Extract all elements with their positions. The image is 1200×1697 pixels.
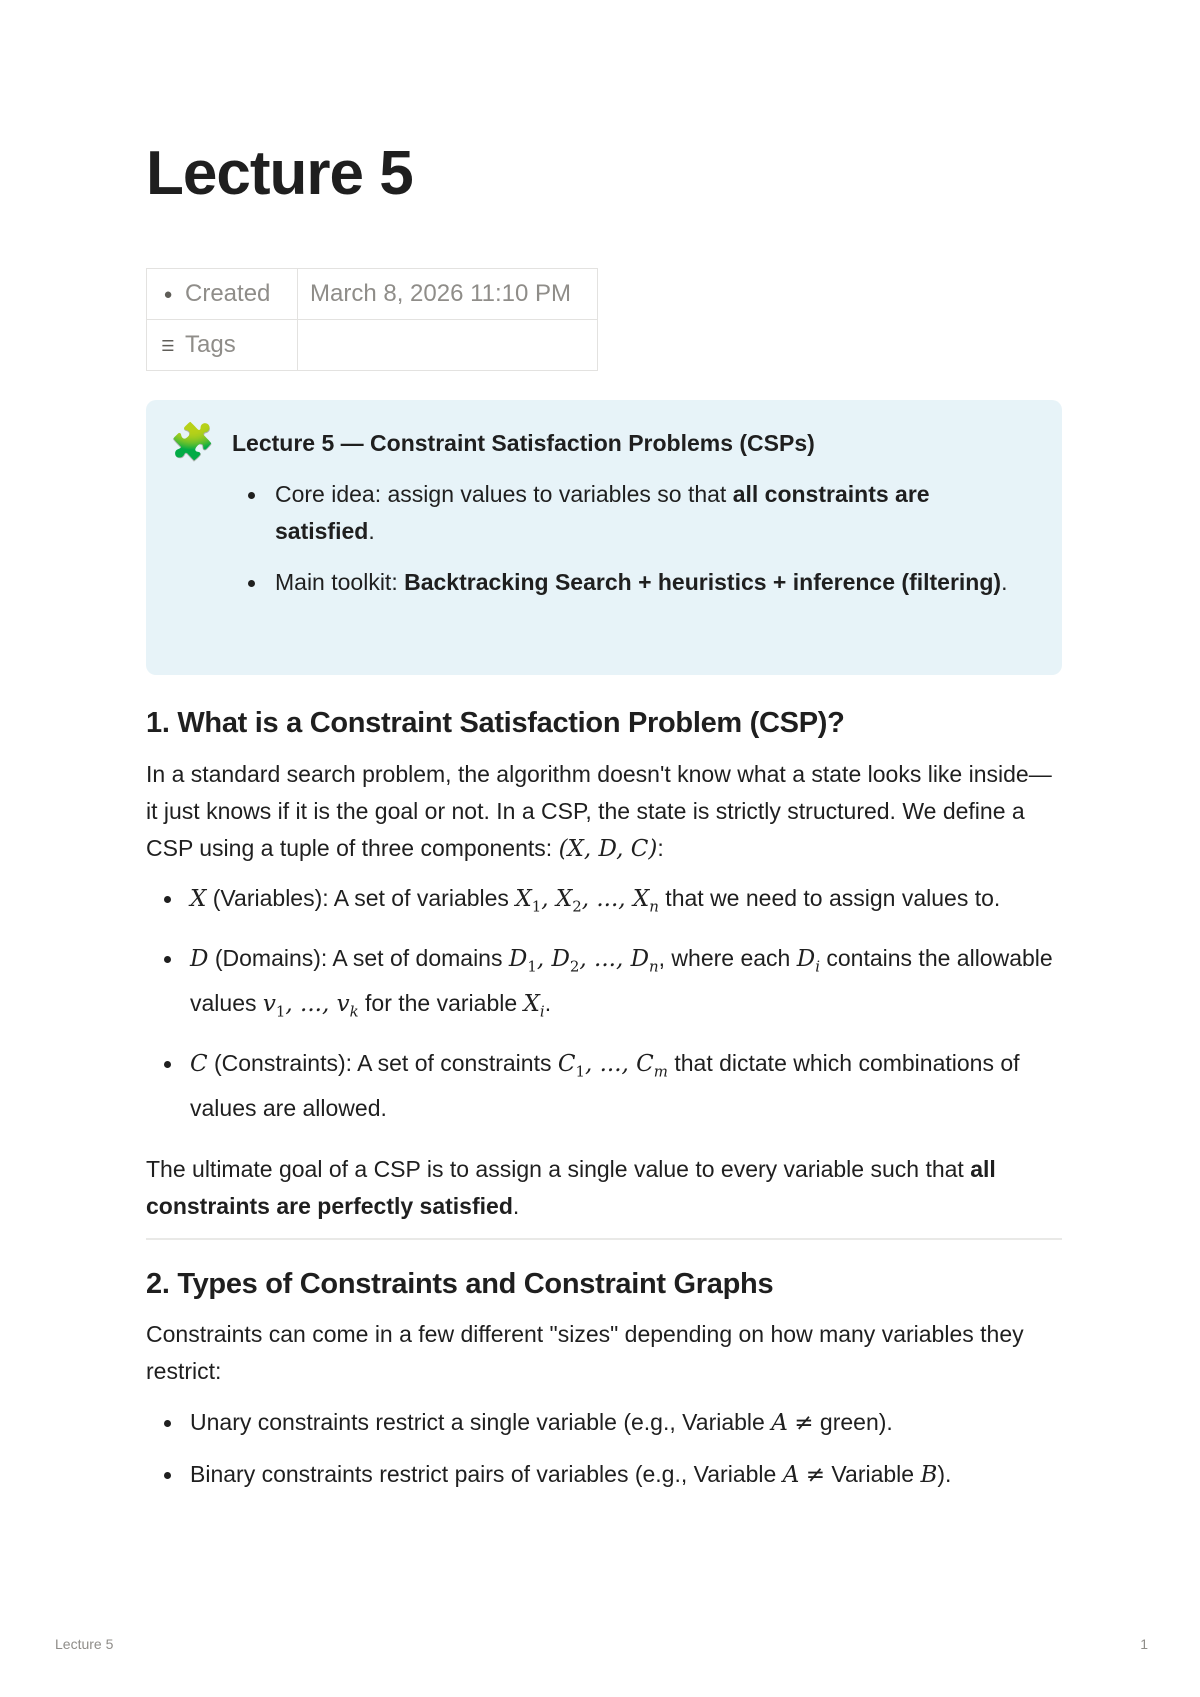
properties-table xyxy=(146,268,598,371)
list-icon: ☰ xyxy=(161,337,175,355)
list-item: Main toolkit: Backtracking Search + heuristics + inference (filtering). xyxy=(275,564,1035,601)
summary-callout xyxy=(146,400,1062,675)
page-number: 1 xyxy=(1140,1636,1148,1652)
paragraph: In a standard search problem, the algorithm doesn't know what a state looks like inside—it just knows if it is the goal or not. In a CSP, the state is strictly structured. We define a CSP using a tuple of three components: (X, D, C): xyxy=(146,761,1052,862)
list-item: C (Constraints): A set of constraints $C_1$, ..., $C_m$ that dictate which combinations of values are allowed. xyxy=(190,1045,1062,1128)
paragraph: The ultimate goal of a CSP is to assign a single value to every variable such that all constraints are perfectly satisfied. xyxy=(146,1156,996,1219)
list-item: Binary constraints restrict pairs of variables (e.g., Variable A ≠ Variable B). xyxy=(190,1456,1062,1494)
property-value[interactable] xyxy=(298,320,598,371)
callout-list xyxy=(275,476,1035,615)
property-label: Created xyxy=(185,280,271,307)
property-tags xyxy=(147,320,598,371)
section-heading: 1. What is a Constraint Satisfaction Problem (CSP)? xyxy=(146,707,845,739)
puzzle-icon: 🧩 xyxy=(170,421,215,462)
property-created xyxy=(147,269,598,320)
section-heading: 2. Types of Constraints and Constraint Graphs xyxy=(146,1268,774,1300)
callout-heading: Lecture 5 — Constraint Satisfaction Problems (CSPs) xyxy=(232,430,815,456)
clock-icon: ● xyxy=(163,286,173,304)
list-item: D (Domains): A set of domains $D_1$, $D_2$, ..., $D_n$, where each $D_i$ contains the allowable values $v_1$, ..., $v_k$ for the variable $X_i$. xyxy=(190,940,1062,1031)
property-label: Tags xyxy=(185,331,236,358)
property-value[interactable]: March 8, 2026 11:10 PM xyxy=(298,269,598,320)
bullet-list xyxy=(190,1404,1062,1508)
list-item: Core idea: assign values to variables so that all constraints are satisfied. xyxy=(275,476,1035,550)
footer-title: Lecture 5 xyxy=(55,1636,114,1652)
list-item: Unary constraints restrict a single variable (e.g., Variable A ≠ green). xyxy=(190,1404,1062,1442)
bullet-list xyxy=(190,880,1062,1141)
list-item: X (Variables): A set of variables $X_1$, $X_2$, ..., $X_n$ that we need to assign values to. xyxy=(190,880,1062,926)
paragraph: Constraints can come in a few different "sizes" depending on how many variables they restrict: xyxy=(146,1321,1024,1384)
page-title: Lecture 5 xyxy=(146,139,413,208)
divider xyxy=(146,1238,1062,1240)
